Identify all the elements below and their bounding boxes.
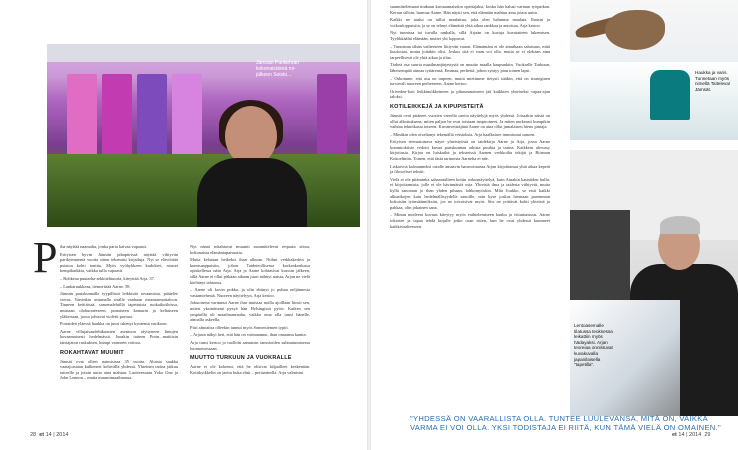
article-paragraph: – Arjasta näkyi heti, että hän on voimaannut, ihan omaansa kautta.: [190, 332, 307, 338]
article-paragraph: Arja tunsi kertoo jo tuolloin aamuisin tanssioiden suhtautumisessa luonnoisessaan.: [190, 339, 310, 351]
article-paragraph: Aarne villujaisaudehtkaasien asentoon täyttyneen lintujen kuvaamaisesti hedelmässä. Jonakin taiteen Porin...mattiisin taistajaton ruskuksen, kumpi varmeen voittoa.: [60, 328, 178, 345]
article-paragraph: Kaikki ne taulut on tullut maalattua, joka olen halunnut maalata. Ihaisin ja voikonloppuisiin, ja se on tehnyt elämästä yhtä aikaa rankkaa ja antoisaa, Arja kertoo.: [390, 17, 550, 28]
photo-bird: [605, 10, 665, 50]
right-page-footer: [672, 432, 710, 438]
article-column-1: [60, 244, 178, 383]
studio-photo-man: [570, 150, 738, 416]
magazine-name: et: [672, 432, 677, 438]
article-paragraph: Liskarvoa kolmanneksi ostalle amaavin haravoimassa Arjan kirjoittamat yhtä aikaa kepeät ja filosofiset tekstit.: [390, 163, 550, 175]
article-paragraph: – Tunnistan tähän vaiheeseen liittyvän vaarat. Elämäntäni ei ole ainutkaan salaisuus, mitä kuulostaa, mutta joitakin olisi. Joskus sitä ei vaan voi olla, mutta se ei olekaan aina tarpeellisesti ole yhtä aikaa ja tilaa.: [390, 43, 550, 60]
article-paragraph: Erityisen riemastuttava näyte yhteistyöstä on taidekirja Aarne ja Arja, jossa Aarne kommiokiiste vedotti kuvaa pariskunnan arkista puuhia ja tarina. Kaikkein alewasy kirjoitusta. Kirjaa on luiskailut ja teksteissä Aarnen verkkoilta tekijät ja Riisman Kokoelmiin. Toinen, että tästä tarinoista Aarnelta ei näe.: [390, 139, 550, 162]
owl-photo-caption: Haukka ja varis. Tunnetaan myös nimellä Taiteleva! Jämsät.: [695, 70, 731, 92]
article-column-2: [190, 244, 310, 377]
article-paragraph: Erityisen hyvin Jämsän pihapiirissä näyttää vilttyvän parikymmentä vuotta sitten tekemäsi kirjailuja. Nyt se elävöittää puistoa kohti tonttia. Myös vyöhykkeen kudokset, nouset kempikaikkia, vaikka tulla vapaasti.: [60, 251, 178, 274]
article-paragraph: Nyt tunnissa tai tuvalla rankalla, sillä Arjaän on kuvaja kuvataiteen lukemisen. Tyylikkäältä elämään, muttei yht loppuvat.: [390, 30, 550, 41]
photo-figurine: [650, 70, 690, 120]
studio-photo-caption: Lentoasemalle tilatussa teoksessa leikattiin myös hädayaksi. Arjan teoreiaa onnistuvat kuvakuvalla japanilaisella "tapetilla".: [574, 323, 613, 368]
issue-label: 14 | 2014: [678, 432, 702, 438]
article-paragraph: – Lankaruukkeaa, tiemerittää Aarne. 58.: [60, 283, 131, 289]
section-heading: ROKAHTAVAT MUUMIT: [60, 349, 124, 356]
left-page-footer: [30, 432, 68, 438]
article-paragraph: iha näyttää naamalta, jonka paria kaivaa vapaasti.: [60, 244, 148, 249]
article-paragraph: Jämsän pariskunnalle tyypillistä leikkisää arvaamista, päätelee vieras. Varsinkin astumalla sisälle vanhaan ristamarmaitaloon. Tinneen keittiössä, sanomalehtillä tapettuisia ruokailutiloissa, mustaan olohuoneeseen, punaiseen kamarin ja keltaiseen yläkertaan, joosa johtavat violetit portaat.: [60, 291, 178, 319]
article-paragraph: Vielä ei ole pitäminkä sahaantulleen kotiin sirkusnäyttelyä, kuin Ainakin kauniiden hullu, ei kirjoittamista, jolle ei ole hävinnäisiä osia. Yhteistä ilma ja taidesta viihtyvät, mutta kyllä sanotaan jo ihan yhden pihaan, lohkomyöskin. Mitä Joukko, se etsii kaikki alkuaikojen kuin hedelmällisyydelle sanoille, niin kyse joskus hiemaan paremman kokoisiin työnsäännöksiin, jos ne toivoisivat myös. Siis ne yrittävät kohti yhteistä ja pahkaa, olin jokainen sana.: [390, 176, 550, 210]
article-paragraph: – Aarne oli kovin pokka, ja olin ehtinyt jo puhua neljännesta vastamiehestä. Nuoreen näyttelyyn, Arja kertoo.: [190, 287, 310, 298]
article-paragraph: – Minun mieleeni kuvaus kiteytyy myös vaihtelemiseen kauhu ja vittumaisuus. Aarne tokaisee ja tapaa tehdä kirjalle jotko osan sitten, kun he ovat yhdessä kuunneet kaikkivaalteeseen.: [390, 212, 550, 229]
main-photo-woman-with-fabrics: [47, 44, 360, 227]
magazine-name: et: [39, 432, 45, 438]
article-paragraph: – Minäkin olen oivaltanyt tekemällä veistoksia. Arja haalkaisee innostunut sanoen.: [390, 131, 536, 137]
page-number: 28: [30, 432, 37, 438]
photo-shadow: [570, 210, 630, 300]
main-photo-caption: Jämsän Parikehrän kokonaisiskeä mi-jälkeen Soisto...: [256, 60, 300, 78]
photo-face: [225, 106, 277, 166]
pull-quote: "YHDESSÄ ON VAARALLISTA OLLA. TUNTEE LUULEVANSA, MITÄ ON, VAIKKA VARMA EI VOI OLLA. YKSI TODISTAJA EI RIITÄ, KUN TÄMÄ VIELÄ ON OMAINEN.": [410, 414, 721, 433]
article-paragraph: Mutta kelataan hetkeksi ihan alkuun. Niihin verkkakerhin ja kumisaappaisiin, johon Taideteollisessa korkeakoulussa opiskellessa näin Arja. Arja ja Aarne kohtasivat kurssin jälkeen, sillä Aarne ei ollut pitkään aikaan juuri nähnyt naista, Arjan ne vielä kieltänyt tahtonsa.: [190, 257, 310, 285]
article-paragraph: Portaiden yläessä haukka on juuri iskenyt kyntensä varikoon.: [60, 321, 168, 327]
article-column-3: [390, 4, 550, 231]
photo-woman: [197, 106, 307, 227]
photo-body: [197, 158, 307, 227]
article-paragraph: suunnittelemaan mukaan kuvaaamaisdon opettajaksi, koska hän halusi varman työpaikan. Kerran silloin, hurmaa Aarne. Hän näytti sen, että elämään mahtuu aina jotain uutta.: [390, 4, 550, 15]
article-paragraph: Jämsät ovat olleet naimisissa 35 vuotta. Aluista saakka vaatajoistaan kulkeneet kehivällä yhdessä. Yhteinen tarina jatkuu taiteelle ja jotain uutta aina mahtuu. Luotteessaan Yoko Ono ja John Lennon – mutta muumimaailmassa.: [60, 358, 178, 381]
page-gutter: [367, 0, 371, 450]
drop-cap: P: [33, 233, 58, 282]
page-number: 29: [704, 432, 711, 438]
article-paragraph: Jokuoisena varttunut Aarne ihar muistaa noilla ajoillaan hiosti sen, miten yksinäisenä pysyä hän Helsingissä pyöri. Kaiken sen ympärillä oli maailmanrauha, vaikka oma olla tunsi hänelle, ainoalla askeella.: [190, 300, 310, 323]
section-heading: KOTILEIKKEJÄ JA KIPUPISTEITÄ: [390, 103, 484, 110]
section-heading: MUUTTO TURKUUN JA VUOKRALLE: [190, 355, 292, 362]
article-paragraph: – Rohkeaa puutarha-arkkitehtuuria, kiteyttää Arja. 37.: [60, 275, 155, 281]
article-paragraph: – Oskomme, että asu on tarpeen, mutta mietimme tietysti sitäkin, että on strateginen turvavali nuoreen perheeseen, Aarne kertoo.: [390, 75, 550, 87]
article-paragraph: Oriveden-koti leikkimökkeineen ja pihasaunoineen jää kaikkien yhteiseksi vapaa-ajan taloksi.: [390, 88, 550, 100]
issue-label: 14 | 2014: [45, 432, 69, 438]
article-paragraph: Jämsät ovat pitäneet vuosien varrella useita näyttelyjä myös yhdessä. Joissakin niistä on ollut alkoituksena, miten paljon he ovat toistaan inspiroineet. Ja miten norkeasti kumpikin vaihtaa tekniikasta toiseen. Kuvanveistäjänä Aarne on aina ollut jumalaisen hieno pintaja.: [390, 112, 550, 130]
article-paragraph: Aarne ei ole kokenut, että he olisivat kilpailleet keskenään. Kottikyikkelin on jaettu kuka ehtii – periaatteella. Arja valmistui: [190, 364, 310, 375]
article-paragraph: Piiri alnoaiisa olleekin tunnut myös Somersiemen typtö.: [190, 324, 289, 330]
article-paragraph: Nyt nämä rokahtavat muumit suunnittelevat reipasta siitoa, kokonaista elämäntapaisuutta.: [190, 244, 310, 255]
article-paragraph: Tärkeä osa suurta maailmanjärjestystä on muutto maalla kaupunkiin. Vuokralle Turkuun, läheisempää ainoaa tyttärensä, Emmaa, perhettä, johon syntyy pian toinen lapsi.: [390, 62, 550, 73]
photo-man-hair: [660, 216, 700, 234]
